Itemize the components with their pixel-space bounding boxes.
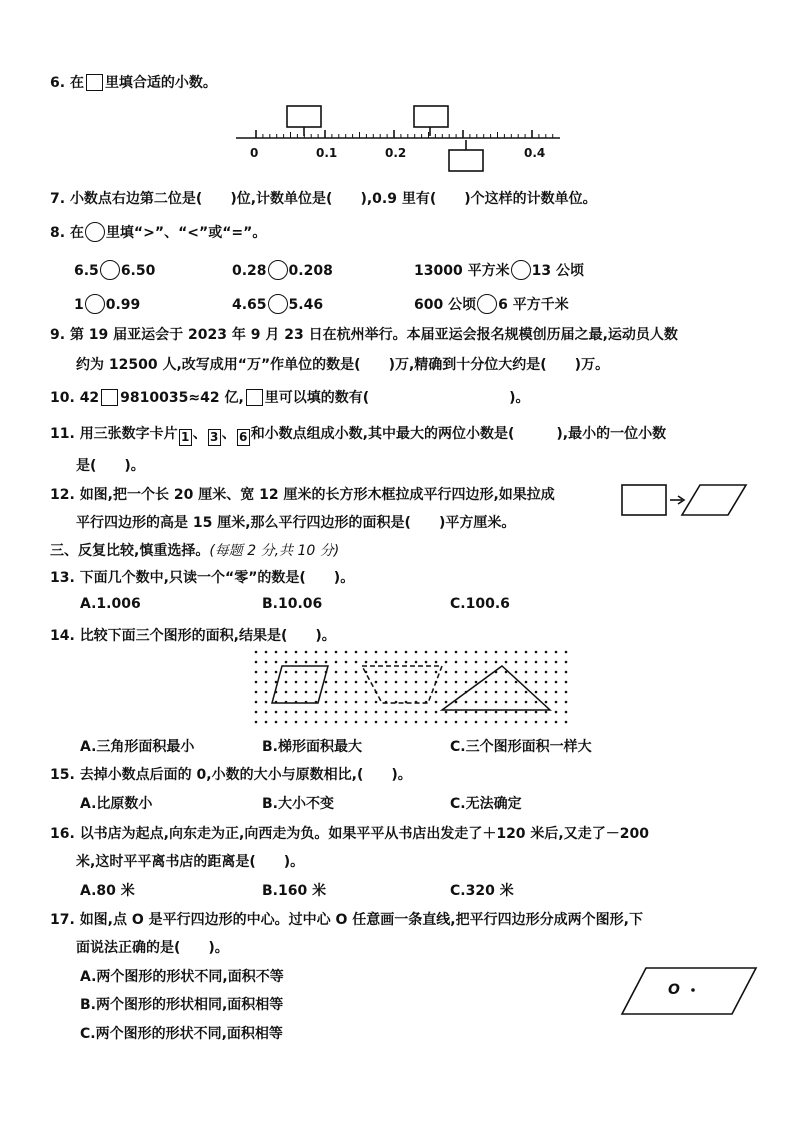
compare-circle-sample	[85, 222, 105, 242]
q9-line1: 9. 第 19 届亚运会于 2023 年 9 月 23 日在杭州举行。本届亚运会报名规模创历届之最,运动员人数	[50, 327, 678, 343]
q17-line2: 面说法正确的是( )。	[76, 940, 229, 956]
q14-prompt: 14. 比较下面三个图形的面积,结果是( )。	[50, 628, 336, 644]
parallelogram-shape	[622, 968, 756, 1014]
q14-option-b[interactable]: B.梯形面积最大	[262, 739, 362, 755]
digit-box-ref	[246, 389, 263, 406]
center-point	[691, 988, 695, 992]
q8-item-2: 0.28 0.208	[232, 260, 333, 280]
q15-option-c[interactable]: C.无法确定	[450, 796, 522, 812]
q17-option-a[interactable]: A.两个图形的形状不同,面积不等	[80, 969, 284, 985]
q17-line1: 17. 如图,点 O 是平行四边形的中心。过中心 O 任意画一条直线,把平行四边形分成两个图形,下	[50, 912, 643, 928]
q17-option-c[interactable]: C.两个图形的形状不同,面积相等	[80, 1026, 283, 1042]
q16-option-b[interactable]: B.160 米	[262, 883, 327, 899]
trapezoid-shape	[362, 666, 442, 703]
compare-circle[interactable]	[477, 294, 497, 314]
q16-line2: 米,这时平平离书店的距离是( )。	[76, 854, 305, 870]
compare-circle[interactable]	[268, 294, 288, 314]
digit-card-1: 1	[179, 429, 192, 446]
q9-line2: 约为 12500 人,改写成用“万”作单位的数是( )万,精确到十分位大约是( )万。	[76, 357, 610, 373]
tick-label-0.1: 0.1	[316, 146, 338, 160]
q13-option-a[interactable]: A.1.006	[80, 596, 141, 612]
tick-label-0: 0	[250, 146, 259, 160]
compare-circle[interactable]	[100, 260, 120, 280]
answer-box-1[interactable]	[287, 106, 321, 127]
compare-circle[interactable]	[511, 260, 531, 280]
q12-line1: 12. 如图,把一个长 20 厘米、宽 12 厘米的长方形木框拉成平行四边形,如果拉成	[50, 487, 555, 503]
parallelogram-shape	[272, 666, 328, 703]
q12-line2: 平行四边形的高是 15 厘米,那么平行四边形的面积是( )平方厘米。	[76, 515, 516, 531]
dot-grid-figure	[252, 648, 572, 728]
center-label: O	[668, 982, 680, 998]
q8-pre: 在	[69, 225, 84, 241]
q14-option-a[interactable]: A.三角形面积最小	[80, 739, 195, 755]
q8-item-1: 6.5 6.50	[74, 260, 155, 280]
q10-prompt: 10. 42 9810035≈42 亿, 里可以填的数有( )。	[50, 390, 530, 406]
q6-pre: 在	[69, 75, 84, 91]
q15-option-a[interactable]: A.比原数小	[80, 796, 153, 812]
compare-circle[interactable]	[268, 260, 288, 280]
q8-item-4: 1 0.99	[74, 294, 140, 314]
q6-post: 里填合适的小数。	[104, 75, 217, 91]
tick-label-0.4: 0.4	[524, 146, 546, 160]
digit-box[interactable]	[101, 389, 118, 406]
q8-prompt	[50, 222, 266, 242]
q16-option-a[interactable]: A.80 米	[80, 883, 135, 899]
rectangle-to-parallelogram-figure	[620, 482, 750, 518]
rectangle-frame-icon	[622, 485, 666, 515]
q7-prompt	[50, 188, 597, 208]
q6-number: 6.	[50, 75, 66, 91]
section-3-heading: 三、反复比较,慎重选择。(每题 2 分,共 10 分)	[50, 543, 340, 559]
q16-line1: 16. 以书店为起点,向东走为正,向西走为负。如果平平从书店出发走了＋120 米后,又走了－200	[50, 826, 649, 842]
q11-line2: 是( )。	[76, 458, 145, 474]
answer-box-2[interactable]	[414, 106, 448, 127]
digit-card-6: 6	[237, 429, 250, 446]
q14-option-c[interactable]: C.三个图形面积一样大	[450, 739, 592, 755]
q8-item-6: 600 公顷 6 平方千米	[414, 294, 569, 314]
q17-option-b[interactable]: B.两个图形的形状相同,面积相等	[80, 997, 284, 1013]
q7-number: 7.	[50, 191, 66, 207]
q8-number: 8.	[50, 225, 66, 241]
parallelogram-center-figure	[620, 966, 760, 1018]
q8-post: 里填“>”、“<”或“=”。	[105, 225, 267, 241]
q15-option-b[interactable]: B.大小不变	[262, 796, 334, 812]
compare-circle[interactable]	[85, 294, 105, 314]
parallelogram-frame-icon	[682, 485, 746, 515]
q11-line1: 11. 用三张数字卡片 1 、 3 、 6 和小数点组成小数,其中最大的两位小数是( ),最小的一位小数	[50, 426, 667, 444]
digit-card-3: 3	[208, 429, 221, 446]
q13-option-c[interactable]: C.100.6	[450, 596, 510, 612]
q16-option-c[interactable]: C.320 米	[450, 883, 514, 899]
q13-prompt: 13. 下面几个数中,只读一个“零”的数是( )。	[50, 570, 355, 586]
q15-prompt: 15. 去掉小数点后面的 0,小数的大小与原数相比,( )。	[50, 767, 412, 783]
answer-box-3[interactable]	[449, 150, 483, 171]
q13-option-b[interactable]: B.10.06	[262, 596, 323, 612]
tick-label-0.2: 0.2	[385, 146, 407, 160]
q8-item-5: 4.65 5.46	[232, 294, 323, 314]
q8-item-3: 13000 平方米 13 公顷	[414, 260, 584, 280]
q7-text: 小数点右边第二位是( )位,计数单位是( ),0.9 里有( )个这样的计数单位。	[69, 191, 597, 207]
